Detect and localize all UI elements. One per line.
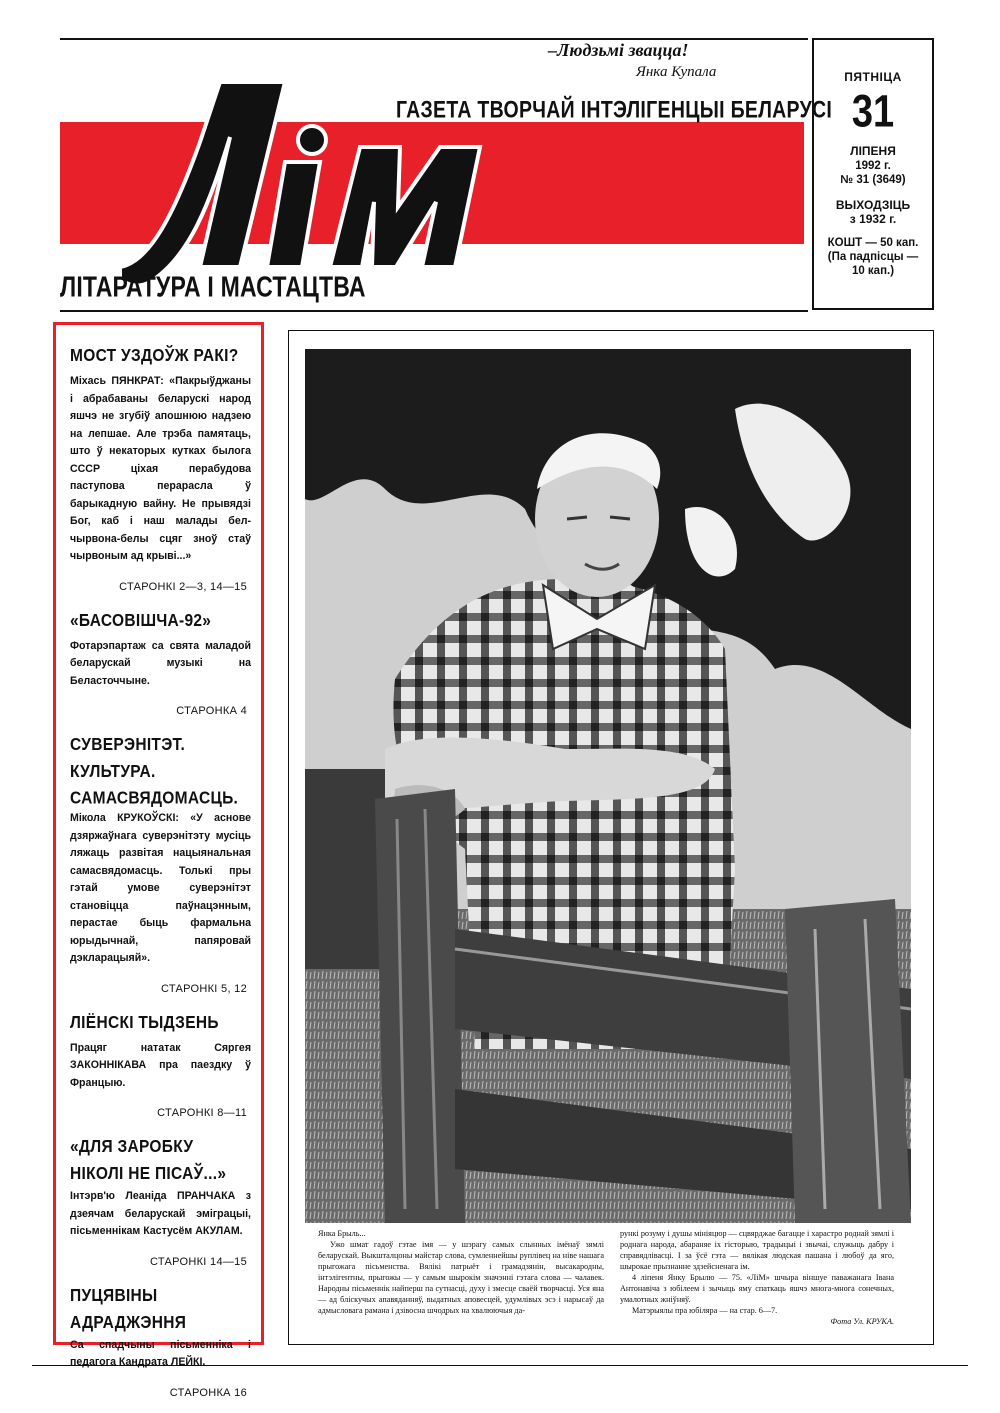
issue-price — [814, 236, 932, 278]
page-bottom-rule — [32, 1365, 968, 1366]
contents-item-title: «ДЛЯ ЗАРОБКУ НІКОЛІ НЕ ПІСАЎ...» — [70, 1137, 227, 1184]
issue-since — [814, 198, 932, 226]
contents-item-pages: СТАРОНКІ 8—11 — [157, 1107, 247, 1119]
contents-item-title: ПУЦЯВІНЫ АДРАДЖЭННЯ — [70, 1285, 187, 1332]
header-top-rule — [60, 38, 808, 40]
issue-year: 1992 г. — [855, 160, 891, 172]
contents-item[interactable] — [70, 1283, 251, 1400]
portrait-photo — [305, 349, 911, 1223]
issue-day: ПЯТНІЦА — [844, 70, 902, 84]
issue-info-box — [812, 38, 934, 310]
masthead-quote: –Людзьмі звацца! — [548, 40, 689, 60]
issue-number: № 31 (3649) — [840, 174, 906, 186]
price-line-1: КОШТ — 50 кап. — [827, 237, 919, 249]
contents-item-text: Інтэрв'ю Леаніда ПРАНЧАКА з дзеячам беларускай эміграцыі, пісьменнікам Кастусём АКУЛАМ. — [70, 1190, 251, 1237]
portrait-illustration — [305, 349, 911, 1223]
contents-item-title: ЛІЁНСКІ ТЫДЗЕНЬ — [70, 1012, 219, 1032]
contents-item-pages: СТАРОНКА 4 — [176, 705, 247, 717]
contents-item-text: Міхась ПЯНКРАТ: «Пакрыўджаны і абрабаваны беларускі народ яшчэ не згубіў апошнюю надзею на лепшае. Але трэба памятаць, што ў некаторых кутках былога СССР ціхая перабудова паступова перарасла ў барыкадную вайну. Не прывядзі Бог, каб і наш малады бел-чырвона-белы сцяг зноў стаў чырвоным ад крыві...» — [70, 375, 251, 562]
price-line-3: 10 кап.) — [851, 265, 895, 277]
contents-sidebar — [53, 322, 264, 1399]
issue-date: 31 — [851, 86, 895, 138]
since-line-2: з 1932 г. — [849, 212, 897, 226]
photo-credit: Фота Ул. КРУКА. — [830, 1317, 894, 1326]
caption-lead: Янка Брыль... — [318, 1229, 366, 1238]
masthead-tagline: ГАЗЕТА ТВОРЧАЙ ІНТЭЛІГЕНЦЫІ БЕЛАРУСІ — [396, 96, 833, 124]
contents-item[interactable] — [70, 608, 251, 719]
contents-item-text: Мікола КРУКОЎСКІ: «У аснове дзяржаўнага суверэнітэту мусіць ляжаць развітая нацыянальная самасвядомасць. Толькі пры гэтай умове суверэнітэт становіцца паўнацэнным, перастае быць фармальна юрыдычнай, папяровай дэкларацыяй». — [70, 812, 251, 964]
contents-item-title: МОСТ УЗДОЎЖ РАКІ? — [70, 346, 239, 366]
header-bottom-rule — [60, 310, 808, 312]
contents-item-title: «БАСОВІШЧА-92» — [70, 610, 212, 630]
contents-item[interactable] — [70, 1010, 251, 1121]
contents-item-pages: СТАРОНКІ 2—3, 14—15 — [119, 580, 247, 593]
masthead-subtitle: ЛІТАРАТУРА І МАСТАЦТВА — [60, 270, 366, 303]
since-line-1: ВЫХОДЗІЦЬ — [835, 198, 911, 212]
contents-item[interactable] — [70, 343, 251, 594]
contents-item-pages: СТАРОНКІ 5, 12 — [160, 982, 247, 995]
contents-item-text: Працяг нататак Сяргея ЗАКОННІКАВА пра паездку ў Францыю. — [70, 1041, 251, 1089]
contents-item-title: СУВЕРЭНІТЭТ. КУЛЬТУРА. САМАСВЯДОМАСЦЬ. — [70, 735, 239, 809]
contents-item[interactable] — [70, 732, 251, 996]
caption-body-3: 4 ліпеня Янку Брылю — 75. «ЛіМ» шчыра віншуе паважанага Івана Антонавіча з юбілеем і зычыць яму спаткаць яшчэ многа-многа сонечных, умалотных жніўняў. — [620, 1273, 894, 1304]
contents-item-pages: СТАРОНКІ 14—15 — [149, 1255, 247, 1268]
contents-item-pages: СТАРОНКА 16 — [169, 1386, 247, 1399]
contents-item[interactable] — [70, 1134, 251, 1269]
caption-body-1: Ужо шмат гадоў гэтае імя — у шэрагу самых слынных імёнаў зямлі беларускай. Выкшталцоны майстар слова, сумленнейшы руплівец на ніве нашага прыгожага пісьменства. Вялікі патрыёт і грамадзянін, высакародны, інтэлігентны, прыгожы — у самым шырокім значэнні гэтага слова — чалавек. Народны пісьменнік найперш па сутнасці, духу і змесце сваёй творчасці. Уся яна — ад бліскучых апавяданняў, выдатных аповесцей, удумлівых эсэ і нарысаў да адмысловага рамана і дзівосна шчодрых на хвалюючыя да- — [318, 1240, 604, 1315]
photo-caption-col1 — [318, 1228, 604, 1316]
photo-caption-col2 — [620, 1228, 894, 1327]
contents-item-text: Са спадчыны пісьменніка і педагога Кандрата ЛЕЙКІ. — [70, 1338, 251, 1368]
price-line-2: (Па падпісцы — — [827, 251, 919, 263]
caption-body-2: рункі розуму і душы мініяцюр — сцвярджае багацце і харастро роднай зямлі і роднага народа, абараняе іх гісторыю, традыцыі і звычаі, служыць дабру і справядлівасці. І за ўсё гэта — вялікая людская пашана і любоў да яго, шырокае прызнанне здзейсненага ім. — [620, 1229, 894, 1271]
contents-item-text: Фотарэпартаж са свята маладой беларускай музыкі на Беласточчыне. — [70, 639, 251, 687]
caption-materials-note: Матэрыялы пра юбіляра — на стар. 6—7. — [632, 1306, 778, 1315]
issue-month: ЛІПЕНЯ — [850, 144, 896, 158]
quote-signature: Янка Купала — [636, 64, 717, 80]
